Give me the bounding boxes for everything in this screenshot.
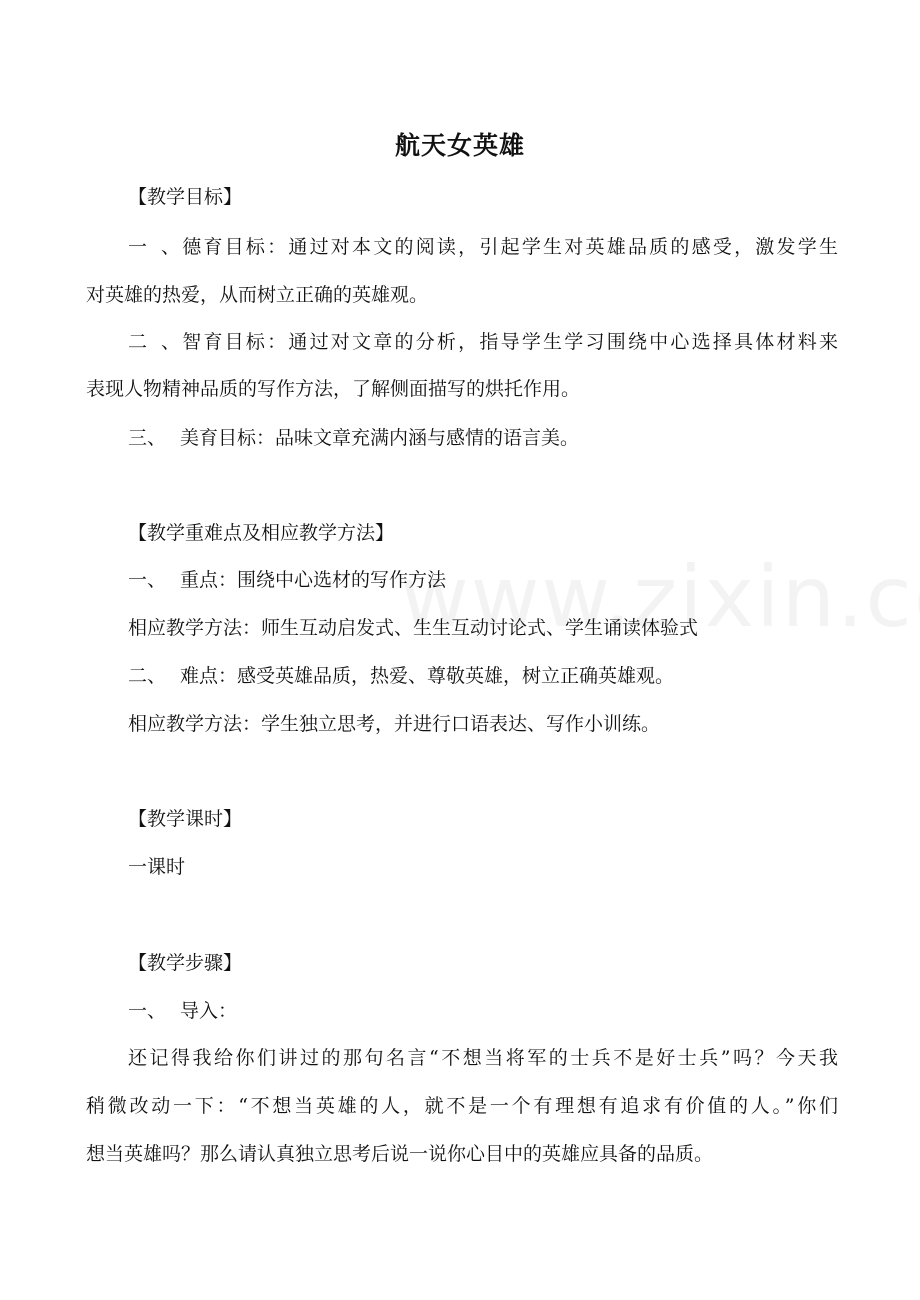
objective-1-line-1 (128, 234, 838, 260)
objective-3-line-1 (128, 425, 838, 451)
step-1-text: 导入： (180, 1000, 238, 1022)
keypoint-2 (128, 663, 838, 689)
objective-2-line-1 (128, 329, 838, 355)
objective-3-text: 美育目标：品味文章充满内涵与感情的语言美。 (180, 427, 580, 449)
section-heading-steps: 【教学步骤】 (128, 952, 243, 974)
list-number: 一、 (128, 569, 167, 591)
keypoint-1 (128, 567, 838, 593)
list-number: 一、 (128, 236, 180, 258)
step-1 (128, 998, 838, 1024)
objective-1-text: 德育目标：通过对本文的阅读，引起学生对英雄品质的感受，激发学生 (180, 236, 838, 258)
section-heading-objectives: 【教学目标】 (128, 186, 243, 208)
keypoint-2-method: 相应教学方法：学生独立思考，并进行口语表达、写作小训练。 (128, 713, 661, 735)
objective-2-text: 智育目标：通过对文章的分析，指导学生学习围绕中心选择具体材料来 (180, 331, 838, 353)
list-number: 一、 (128, 1000, 167, 1022)
section-heading-keypoints: 【教学重难点及相应教学方法】 (128, 522, 395, 544)
document-title: 航天女英雄 (394, 131, 525, 160)
list-number: 二、 (128, 665, 167, 687)
section-heading-hours: 【教学课时】 (128, 808, 243, 830)
objective-1-line-2: 对英雄的热爱，从而树立正确的英雄观。 (86, 284, 429, 306)
step-1-paragraph-line-2: 稍微改动一下：“不想当英雄的人，就不是一个有理想有追求有价值的人。”你们 (86, 1095, 838, 1117)
keypoint-1-method: 相应教学方法：师生互动启发式、生生互动讨论式、学生诵读体验式 (128, 617, 699, 639)
hours-value: 一课时 (128, 856, 186, 878)
step-1-paragraph-line-1: 还记得我给你们讲过的那句名言“不想当将军的士兵不是好士兵”吗？今天我 (128, 1047, 838, 1069)
step-1-paragraph-line-3: 想当英雄吗？那么请认真独立思考后说一说你心目中的英雄应具备的品质。 (86, 1143, 714, 1165)
objective-2-line-2: 表现人物精神品质的写作方法，了解侧面描写的烘托作用。 (86, 378, 581, 400)
keypoint-2-text: 难点：感受英雄品质，热爱、尊敬英雄，树立正确英雄观。 (180, 665, 675, 687)
list-number: 二、 (128, 331, 180, 353)
list-number: 三、 (128, 427, 167, 449)
keypoint-1-text: 重点：围绕中心选材的写作方法 (180, 569, 447, 591)
